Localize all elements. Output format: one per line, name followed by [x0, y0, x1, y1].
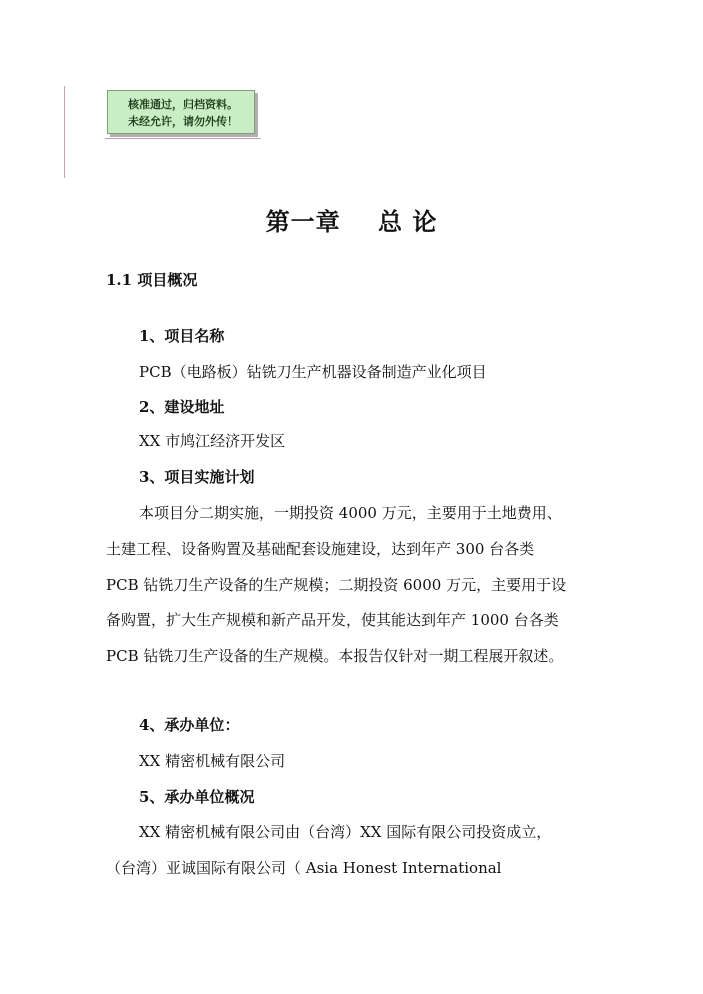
plan-paragraph-line: 本项目分二期实施，一期投资 4000 万元，主要用于土地费用、 — [139, 504, 562, 522]
project-name-value: PCB（电路板）钻铣刀生产机器设备制造产业化项目 — [139, 363, 487, 381]
site-heading: 2、建设地址 — [139, 398, 225, 416]
plan-paragraph-line: PCB 钻铣刀生产设备的生产规模；二期投资 6000 万元，主要用于设 — [106, 576, 567, 594]
project-name-heading: 1、项目名称 — [139, 327, 225, 345]
plan-paragraph-line: 土建工程、设备购置及基础配套设施建设，达到年产 300 台各类 — [106, 540, 535, 558]
chapter-title: 第一章 总 论 — [265, 207, 438, 236]
undertaker-value: XX 精密机械有限公司 — [139, 752, 286, 770]
stamp-line-2: 未经允许，请勿外传！ — [128, 115, 238, 128]
undertaker-heading: 4、承办单位： — [139, 716, 240, 734]
site-value: XX 市鸠江经济开发区 — [139, 432, 286, 450]
plan-paragraph-line: 备购置，扩大生产规模和新产品开发，使其能达到年产 1000 台各类 — [106, 611, 559, 629]
undertaker-profile-line: （台湾）亚诚国际有限公司（ Asia Honest International — [106, 859, 502, 877]
plan-paragraph-line: PCB 钻铣刀生产设备的生产规模。本报告仅针对一期工程展开叙述。 — [106, 647, 564, 665]
section-heading: 1.1 项目概况 — [106, 271, 198, 289]
plan-heading: 3、项目实施计划 — [139, 468, 255, 486]
stamp-underline — [105, 138, 261, 139]
approval-stamp — [107, 90, 255, 134]
undertaker-profile-heading: 5、承办单位概况 — [139, 788, 255, 806]
undertaker-profile-line: XX 精密机械有限公司由（台湾）XX 国际有限公司投资成立， — [139, 823, 552, 841]
margin-mark — [64, 86, 65, 178]
stamp-line-1: 核准通过，归档资料。 — [128, 98, 238, 111]
